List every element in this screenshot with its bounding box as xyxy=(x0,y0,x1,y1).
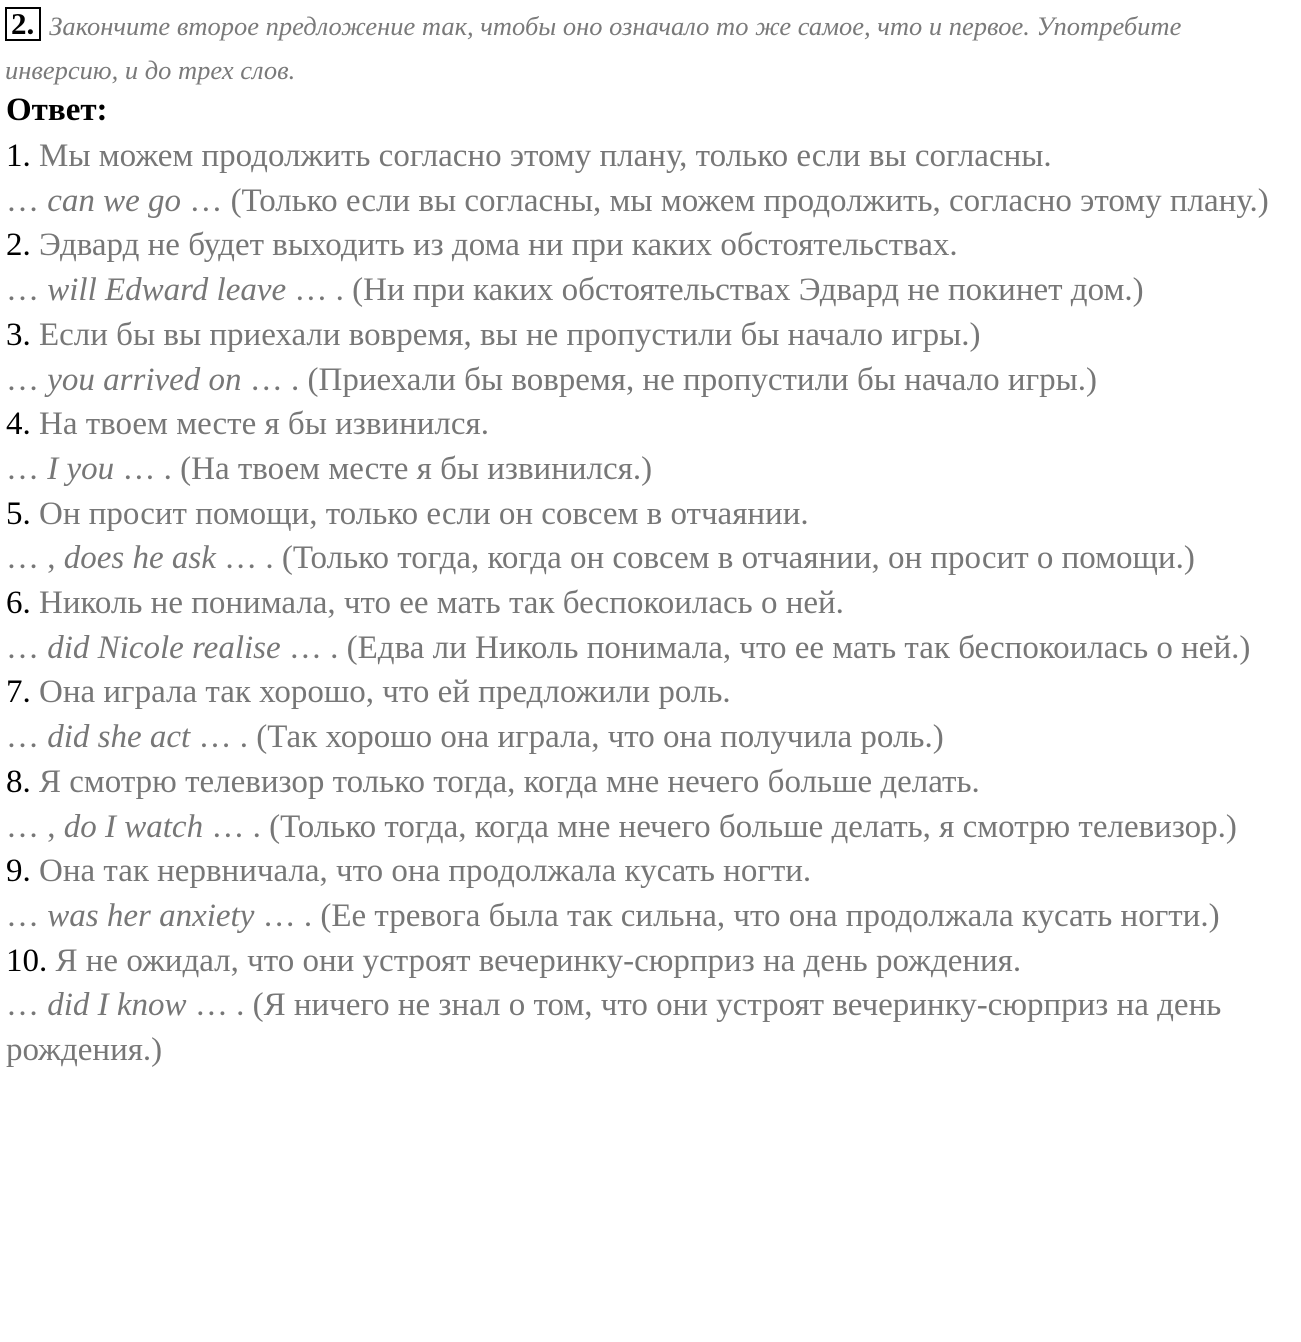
item-2-original: 2. Эдвард не будет выходить из дома ни при каких обстоятельствах. xyxy=(6,227,958,264)
task-instruction-text: Закончите второе предложение так, чтобы оно означало то же самое, что и первое. Употребите инверсию, и до трех слов. xyxy=(5,11,1182,85)
item-2-inversion: will Edward leave xyxy=(47,272,287,309)
item-10-original: 10. Я не ожидал, что они устроят вечеринку-сюрприз на день рождения. xyxy=(6,942,1022,979)
item-1-inversion: can we go xyxy=(47,182,182,219)
item-9-original: 9. Она так нервничала, что она продолжала кусать ногти. xyxy=(6,853,812,890)
item-9-number: 9. xyxy=(6,853,31,890)
answer-heading: Ответ: xyxy=(6,92,108,128)
item-1-original: 1. Мы можем продолжить согласно этому плану, только если вы согласны. xyxy=(6,138,1052,174)
item-5-original: 5. Он просит помощи, только если он совсем в отчаянии. xyxy=(6,495,809,532)
item-7-number: 7. xyxy=(6,674,31,711)
item-10-inversion: did I know xyxy=(47,987,187,1024)
task-instruction-block xyxy=(5,4,1297,92)
item-6-original: 6. Николь не понимала, что ее мать так беспокоилась о ней. xyxy=(6,585,844,622)
item-7-answer: … did she act … . (Так хорошо она играла, что она получила роль.) xyxy=(6,719,944,756)
item-2-answer: … will Edward leave … . (Ни при каких обстоятельствах Эдвард не покинет дом.) xyxy=(6,272,1144,309)
item-5-inversion: does he ask xyxy=(63,540,216,577)
item-6-number: 6. xyxy=(6,585,31,622)
item-6-inversion: did Nicole realise xyxy=(47,629,281,666)
item-5-number: 5. xyxy=(6,495,31,532)
item-9-inversion: was her anxiety xyxy=(47,897,255,934)
item-4-original: 4. На твоем месте я бы извинился. xyxy=(6,406,489,443)
item-9-answer: … was her anxiety … . (Ее тревога была так сильна, что она продолжала кусать ногти.) xyxy=(6,897,1220,934)
task-number-badge: 2. xyxy=(5,7,41,41)
item-8-original: 8. Я смотрю телевизор только тогда, когда мне нечего больше делать. xyxy=(6,763,980,800)
item-7-inversion: did she act xyxy=(47,719,191,756)
item-2-number: 2. xyxy=(6,227,31,264)
item-6-answer: … did Nicole realise … . (Едва ли Николь понимала, что ее мать так беспокоилась о ней.) xyxy=(6,629,1251,666)
item-3-answer: … you arrived on … . (Приехали бы вовремя, не пропустили бы начало игры.) xyxy=(6,361,1098,398)
item-5-answer: … , does he ask … . (Только тогда, когда он совсем в отчаянии, он просит о помощи.) xyxy=(6,540,1195,577)
item-8-number: 8. xyxy=(6,763,31,800)
item-4-inversion: I you xyxy=(47,450,115,487)
item-1-answer: … can we go … (Только если вы согласны, мы можем продолжить, согласно этому плану.) xyxy=(6,182,1269,219)
item-4-number: 4. xyxy=(6,406,31,443)
item-10-number: 10. xyxy=(6,942,48,979)
item-8-answer: … , do I watch … . (Только тогда, когда мне нечего больше делать, я смотрю телевизор.) xyxy=(6,808,1237,845)
item-10-answer: … did I know … . (Я ничего не знал о том, что они устроят вечеринку-сюрприз на день рождения.) xyxy=(6,987,1222,1069)
item-3-inversion: you arrived on xyxy=(47,361,242,398)
item-7-original: 7. Она играла так хорошо, что ей предложили роль. xyxy=(6,674,731,711)
item-3-number: 3. xyxy=(6,316,31,353)
item-4-answer: … I you … . (На твоем месте я бы извинился.) xyxy=(6,450,653,487)
item-8-inversion: do I watch xyxy=(63,808,204,845)
item-1-number: 1. xyxy=(6,138,31,174)
item-3-original: 3. Если бы вы приехали вовремя, вы не пропустили бы начало игры.) xyxy=(6,316,981,353)
answer-list xyxy=(6,134,1298,1073)
